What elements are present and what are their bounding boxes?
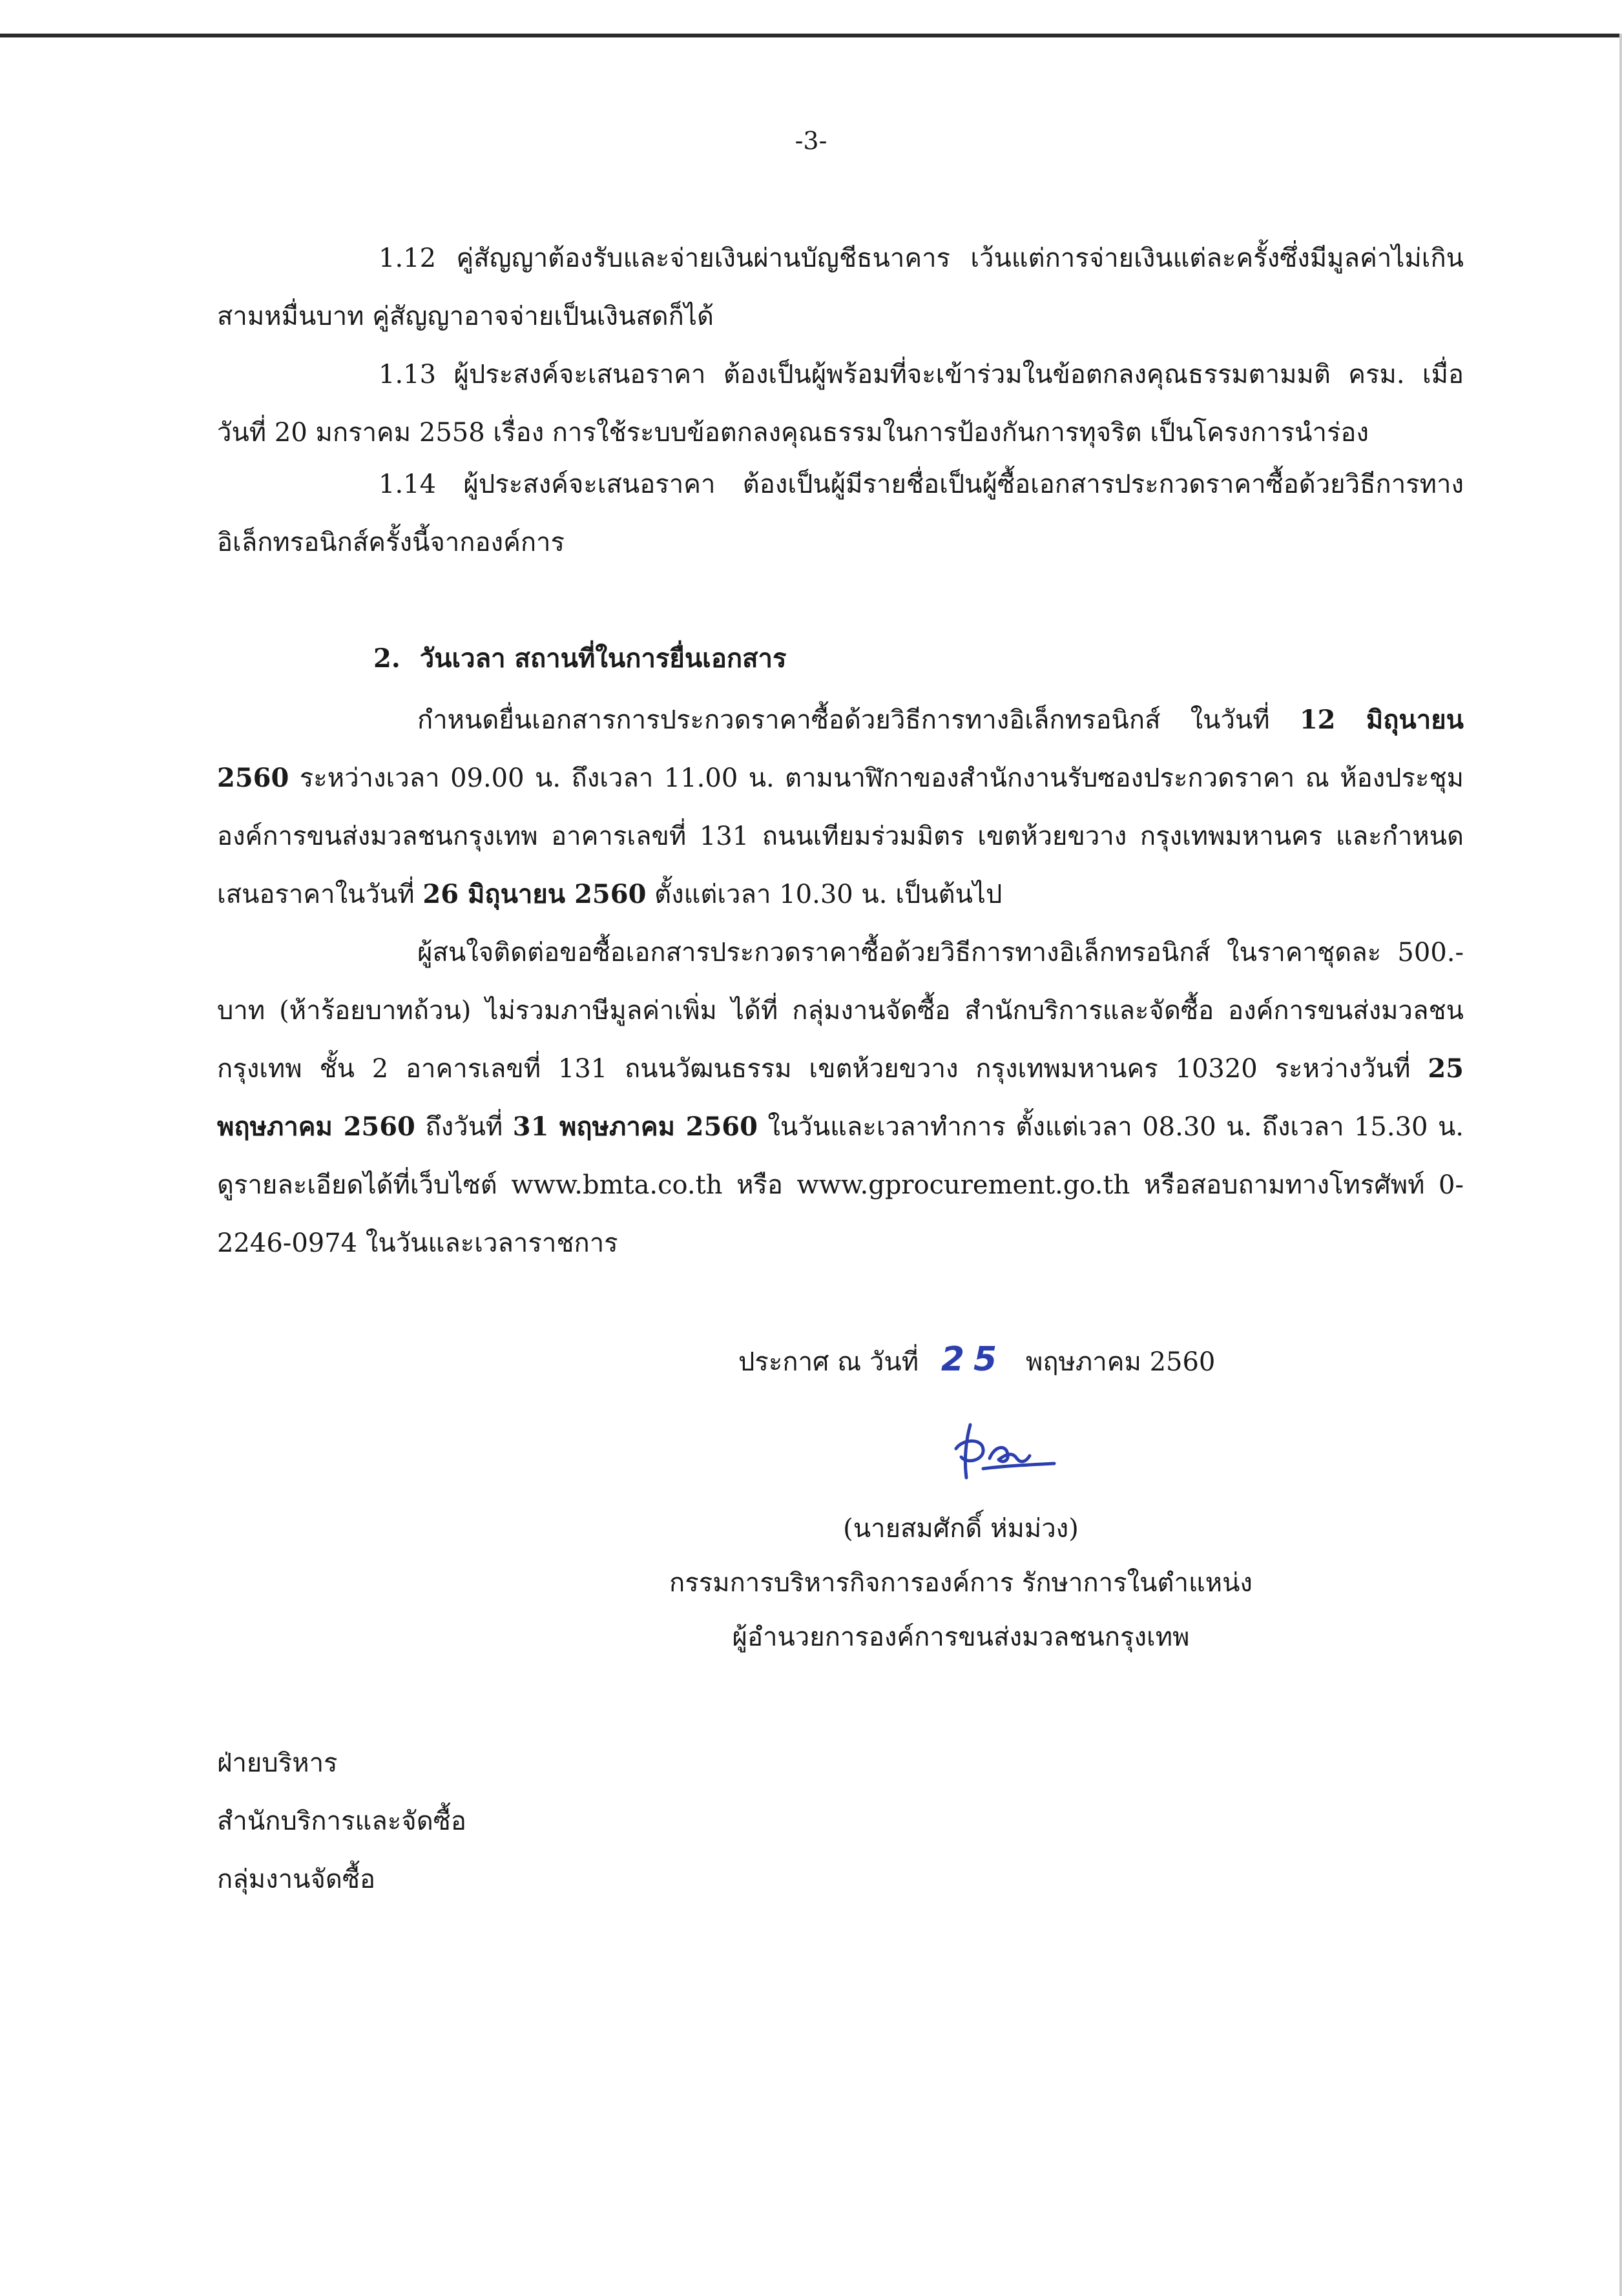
announcement-prefix: ประกาศ ณ วันที่ <box>738 1347 919 1377</box>
department-line-3: กลุ่มงานจัดซื้อ <box>217 1865 376 1894</box>
section-title: วันเวลา สถานที่ในการยื่นเอกสาร <box>419 643 787 674</box>
clause-1-12 <box>217 229 1464 346</box>
signatory-title-line-2: ผู้อำนวยการองค์การขนส่งมวลชนกรุงเทพ <box>732 1622 1190 1652</box>
department-line-1: ฝ่ายบริหาร <box>217 1748 338 1778</box>
purchase-paragraph <box>217 924 1464 1272</box>
bid-date: 26 มิถุนายน 2560 <box>422 879 647 909</box>
section-2-paragraph-2 <box>217 924 1464 1272</box>
signatory-title-line-1: กรรมการบริหารกิจการองค์การ รักษาการในตำแหน่ง <box>669 1568 1253 1598</box>
clause-text <box>217 229 1464 346</box>
submission-paragraph <box>217 691 1464 924</box>
clause-text <box>217 346 1464 462</box>
signatory-block <box>601 1502 1321 1664</box>
department-footer <box>217 1734 466 1908</box>
paragraph-text: กำหนดยื่นเอกสารการประกวดราคาซื้อด้วยวิธีการทางอิเล็กทรอนิกส์ ในวันที่ <box>417 705 1300 735</box>
paragraph-text: ในวันและเวลาทำการ ตั้งแต่เวลา 08.30 น. ถึงเวลา 15.30 น. ดูรายละเอียดได้ที่เว็บไซต์ www.bmta.co.th หรือ www.gprocurement.go.th หรือสอบถามทางโทรศัพท์ 0-2246-0974 ในวันและเวลาราชการ <box>217 1112 1464 1258</box>
clause-rest: วันที่ 20 มกราคม 2558 เรื่อง การใช้ระบบข้อตกลงคุณธรรมในการป้องกันการทุจริต เป็นโครงการนำร่อง <box>217 418 1369 448</box>
clause-1-13 <box>217 346 1464 462</box>
sale-start-date: 25 พฤษภาคม 2560 <box>217 1053 1464 1142</box>
section-2-heading <box>373 630 786 688</box>
clause-first-line: 1.14 ผู้ประสงค์จะเสนอราคา ต้องเป็นผู้มีรายชื่อเป็นผู้ซื้อเอกสารประกวดราคาซื้อด้วยวิธีการทาง <box>379 470 1464 499</box>
clause-rest: สามหมื่นบาท คู่สัญญาอาจจ่ายเป็นเงินสดก็ได้ <box>217 302 714 331</box>
announcement-date <box>738 1330 1215 1391</box>
page-number: -3- <box>795 127 827 155</box>
submission-date: 12 มิถุนายน 2560 <box>217 705 1464 793</box>
announcement-suffix: พฤษภาคม 2560 <box>1025 1347 1216 1377</box>
signatory-name: (นายสมศักดิ์ ห่มม่วง) <box>843 1514 1079 1544</box>
section-number: 2. <box>373 643 400 674</box>
clause-first-line: 1.12 คู่สัญญาต้องรับและจ่ายเงินผ่านบัญชีธนาคาร เว้นแต่การจ่ายเงินแต่ละครั้งซึ่งมีมูลค่าไม่เกิน <box>379 243 1464 273</box>
handwritten-day: 25 <box>941 1340 1006 1379</box>
paragraph-text: ถึงวันที่ <box>415 1112 513 1142</box>
sale-end-date: 31 พฤษภาคม 2560 <box>512 1112 758 1142</box>
handwritten-signature-icon <box>944 1413 1061 1484</box>
paragraph-text: ตั้งแต่เวลา 10.30 น. เป็นต้นไป <box>646 880 1003 909</box>
department-line-2: สำนักบริการและจัดซื้อ <box>217 1806 466 1836</box>
clause-text <box>217 455 1464 572</box>
paragraph-text: ระหว่างเวลา 09.00 น. ถึงเวลา 11.00 น. ตามนาฬิกาของสำนักงานรับซองประกวดราคา ณ ห้องประชุมองค์การขนส่งมวลชนกรุงเทพ อาคารเลขที่ 131 ถนนเทียมร่วมมิตร เขตห้วยขวาง กรุงเทพมหานคร และกำหนดเสนอราคาในวันที่ <box>217 763 1464 909</box>
paragraph-text: ผู้สนใจติดต่อขอซื้อเอกสารประกวดราคาซื้อด้วยวิธีการทางอิเล็กทรอนิกส์ ในราคาชุดละ 500.-บาท (ห้าร้อยบาทถ้วน) ไม่รวมภาษีมูลค่าเพิ่ม ได้ที่ กลุ่มงานจัดซื้อ สำนักบริการและจัดซื้อ องค์การขนส่งมวลชนกรุงเทพ ชั้น 2 อาคารเลขที่ 131 ถนนวัฒนธรรม เขตห้วยขวาง กรุงเทพมหานคร 10320 ระหว่างวันที่ <box>217 938 1464 1084</box>
clause-rest: อิเล็กทรอนิกส์ครั้งนี้จากองค์การ <box>217 528 565 557</box>
clause-first-line: 1.13 ผู้ประสงค์จะเสนอราคา ต้องเป็นผู้พร้อมที่จะเข้าร่วมในข้อตกลงคุณธรรมตามมติ ครม. เมื่อ <box>379 360 1464 389</box>
clause-1-14 <box>217 455 1464 572</box>
section-2-paragraph-1 <box>217 691 1464 924</box>
